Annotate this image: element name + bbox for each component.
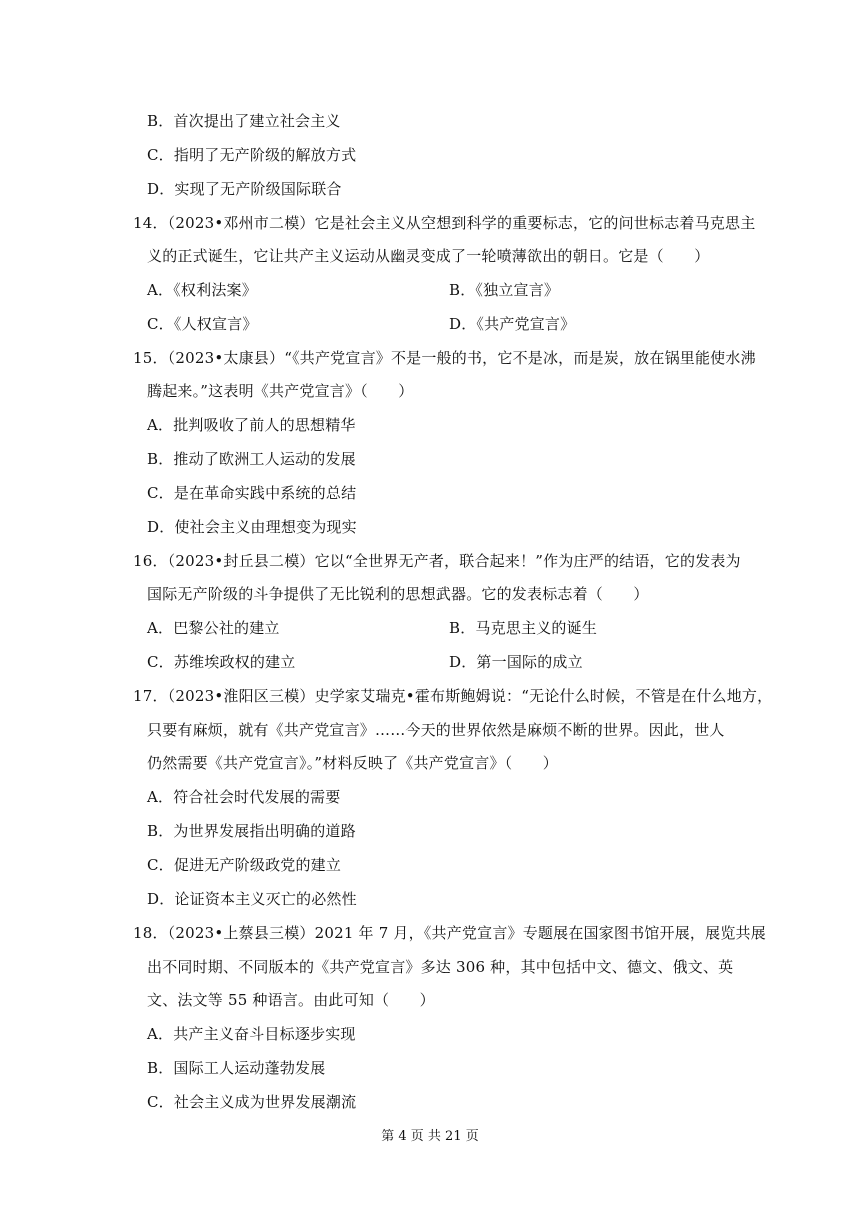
question-14-option-c: C．《人权宣言》 [147, 315, 258, 333]
option-c: C．指明了无产阶级的解放方式 [147, 146, 357, 164]
question-17-option-b: B．为世界发展指出明确的道路 [147, 822, 356, 840]
question-18-stem-cont-1: 出不同时期、不同版本的《共产党宣言》多达 306 种，其中包括中文、德文、俄文、英 [147, 958, 734, 976]
question-18-stem: 18．（2023•上蔡县三模）2021 年 7 月，《共产党宣言》专题展在国家图书馆开展，展览共展 [133, 924, 766, 942]
question-15-stem-cont: 腾起来。”这表明《共产党宣言》（ ） [147, 382, 414, 400]
question-14-option-b: B．《独立宣言》 [449, 281, 560, 299]
question-16-option-d: D．第一国际的成立 [449, 653, 583, 671]
question-18-stem-cont-2: 文、法文等 55 种语言。由此可知（ ） [147, 991, 435, 1009]
question-18-option-b: B．国际工人运动蓬勃发展 [147, 1059, 326, 1077]
question-14-option-a: A．《权利法案》 [147, 281, 257, 299]
question-15-stem: 15．（2023•太康县）“《共产党宣言》不是一般的书，它不是冰，而是炭，放在锅里能使水沸 [133, 349, 756, 367]
option-d: D．实现了无产阶级国际联合 [147, 180, 342, 198]
question-14-option-d: D．《共产党宣言》 [449, 315, 576, 333]
option-b: B．首次提出了建立社会主义 [147, 112, 341, 130]
question-15-option-a: A．批判吸收了前人的思想精华 [147, 416, 356, 434]
question-16-stem: 16．（2023•封丘县二模）它以“全世界无产者，联合起来！”作为庄严的结语，它的发表为 [133, 552, 741, 570]
question-17-option-a: A．符合社会时代发展的需要 [147, 788, 341, 806]
question-17-option-c: C．促进无产阶级政党的建立 [147, 856, 342, 874]
question-14-stem-cont: 义的正式诞生，它让共产主义运动从幽灵变成了一轮喷薄欲出的朝日。它是（ ） [147, 247, 710, 265]
question-16-stem-cont: 国际无产阶级的斗争提供了无比锐利的思想武器。它的发表标志着（ ） [147, 585, 649, 603]
question-15-option-d: D．使社会主义由理想变为现实 [147, 518, 357, 536]
question-15-option-b: B．推动了欧洲工人运动的发展 [147, 450, 356, 468]
question-17-stem: 17．（2023•淮阳区三模）史学家艾瑞克•霍布斯鲍姆说：“无论什么时候，不管是在什么地方， [133, 687, 773, 705]
question-15-option-c: C．是在革命实践中系统的总结 [147, 484, 357, 502]
question-18-option-a: A．共产主义奋斗目标逐步实现 [147, 1025, 356, 1043]
question-16-option-a: A．巴黎公社的建立 [147, 619, 280, 637]
question-17-stem-cont-2: 仍然需要《共产党宣言》。”材料反映了《共产党宣言》（ ） [147, 754, 558, 772]
page-number-footer: 第 4 页 共 21 页 [381, 1129, 479, 1144]
question-17-stem-cont-1: 只要有麻烦，就有《共产党宣言》……今天的世界依然是麻烦不断的世界。因此，世人 [147, 721, 725, 739]
question-16-option-b: B．马克思主义的诞生 [449, 619, 598, 637]
question-14-stem: 14．（2023•邓州市二模）它是社会主义从空想到科学的重要标志，它的问世标志着马克思主 [133, 214, 756, 232]
question-17-option-d: D．论证资本主义灭亡的必然性 [147, 890, 357, 908]
question-16-option-c: C．苏维埃政权的建立 [147, 653, 296, 671]
question-18-option-c: C．社会主义成为世界发展潮流 [147, 1093, 357, 1111]
